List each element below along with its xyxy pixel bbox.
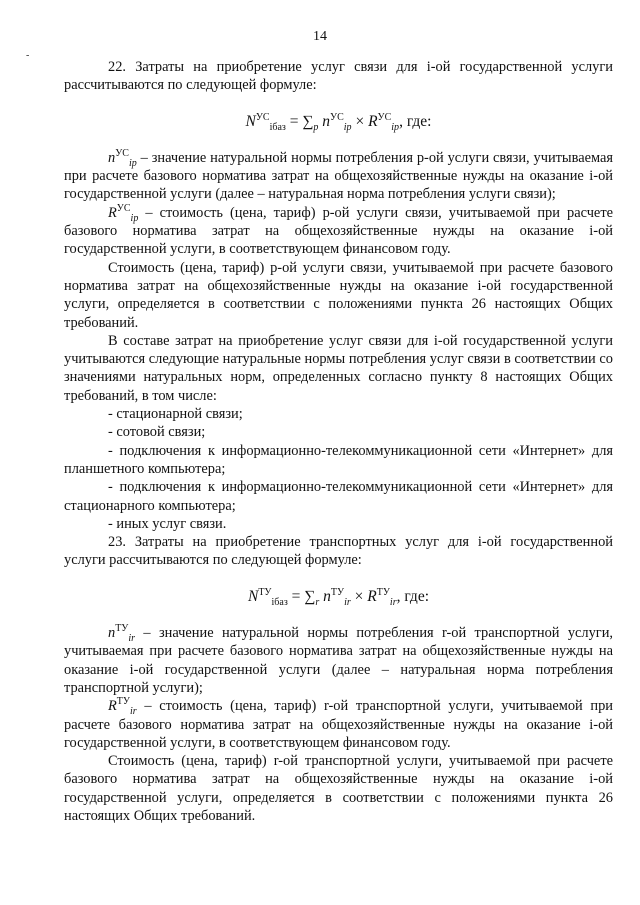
stray-mark: - [26, 50, 30, 61]
document-body [64, 58, 613, 825]
paragraph-composition: В составе затрат на приобретение услуг связи для i-ой государственной услуги учитываются следующие натуральные нормы потребления услуг связи в соответствии со значениями натуральных норм, определенных согласно пункту 8 настоящих Общих требований, в том числе: [64, 332, 613, 404]
definition-n-communication: $n^{УС}_{ip}$ – значение натуральной нормы потребления p-ой услуги связи, учитываемая при расчете базового норматива затрат на общехозяйственные нужды на оказание i-ой государственной услуги (далее – натуральная норма потребления услуги связи); [64, 148, 613, 203]
list-item: - иных услуг связи. [108, 515, 227, 532]
definition-n-transport: $n^{ТУ}_{ir}$ – значение натуральной нормы потребления r-ой транспортной услуги, учитываемая при расчете базового норматива затрат на общехозяйственные нужды на оказание i-ой государственной услуги (далее – натуральная норма потребления транспортной услуги); [64, 623, 613, 696]
formula-transport-services: $N^{ТУ}_{iбаз} = \sum_r$ $n^{ТУ}_{ir} \times R^{ТУ}_{ir}$, где: [247, 586, 430, 608]
paragraph-cost-transport: Стоимость (цена, тариф) r-ой транспортной услуги, учитываемой при расчете базового норматива затрат на общехозяйственные нужды на оказание i-ой государственной услуги, определяется в соответствии с положениями пункта 26 настоящих Общих требований. [64, 753, 613, 824]
list-item: - подключения к информационно-телекоммуникационной сети «Интернет» для стационарного компьютера; [64, 479, 613, 514]
paragraph-cost-communication: Стоимость (цена, тариф) p-ой услуги связи, учитываемой при расчете базового норматива затрат на общехозяйственные нужды на оказание i-ой государственной услуги, определяется в соответствии с положениями пункта 26 настоящих Общих требований. [64, 259, 613, 331]
list-item: - сотовой связи; [108, 424, 206, 441]
list-item: - подключения к информационно-телекоммуникационной сети «Интернет» для планшетного компьютера; [64, 442, 613, 477]
page-number: 14 [313, 29, 327, 44]
list-item: - стационарной связи; [108, 406, 243, 423]
formula-communication-services: $N^{УС}_{iбаз} = \sum_p$ $n^{УС}_{ip} \times R^{УС}_{ip}$, где: [245, 111, 432, 133]
definition-r-communication: $R^{УС}_{ip}$ – стоимость (цена, тариф) p-ой услуги связи, учитываемой при расчете базового норматива затрат на общехозяйственные нужды на оказание i-ой государственной услуги, в соответствующем финансовом году. [64, 202, 613, 258]
paragraph-23-intro: 23. Затраты на приобретение транспортных услуг для i-ой государственной услуги рассчитываются по следующей формуле: [64, 534, 613, 569]
paragraph-22-intro: 22. Затраты на приобретение услуг связи для i-ой государственной услуги рассчитываются по следующей формуле: [64, 59, 613, 94]
definition-r-transport: $R^{ТУ}_{ir}$ – стоимость (цена, тариф) r-ой транспортной услуги, учитываемой при расчете базового норматива затрат на общехозяйственные нужды на оказание i-ой государственной услуги, в соответствующем финансовом году. [64, 696, 613, 751]
